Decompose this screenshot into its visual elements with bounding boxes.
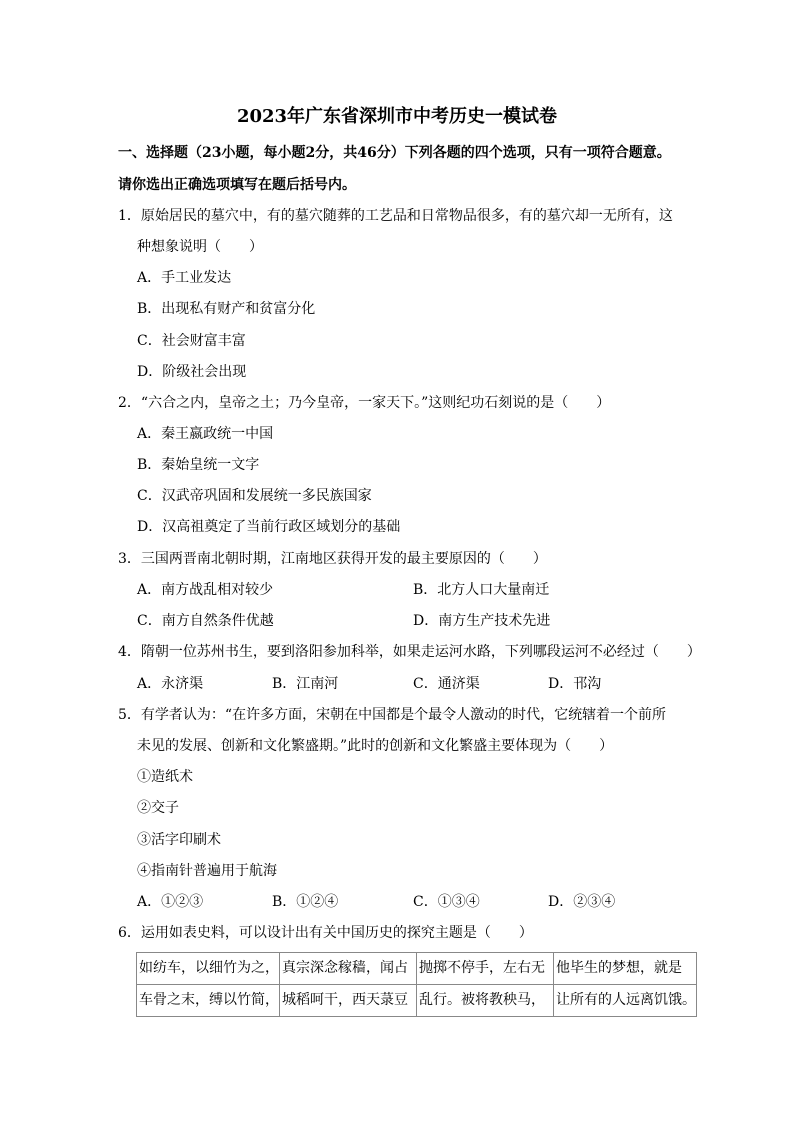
exam-title: 2023年广东省深圳市中考历史一模试卷: [236, 106, 558, 127]
question-4-option-d[interactable]: D．邗沟: [548, 676, 602, 692]
question-4-option-c[interactable]: C．通济渠: [413, 676, 480, 692]
question-5-item-4: ④指南针普遍用于航海: [137, 863, 277, 879]
table-cell: 真宗深念稼穑，闻占: [280, 953, 417, 985]
table-cell: 如纺车，以细竹为之，: [137, 953, 280, 985]
table-cell: 车骨之末，缚以竹简，: [137, 985, 280, 1017]
question-3-option-d[interactable]: D．南方生产技术先进: [413, 613, 551, 629]
question-1-stem-cont: 种想象说明（ ）: [137, 239, 263, 255]
question-1-option-d[interactable]: D．阶级社会出现: [137, 364, 247, 380]
question-5-stem: 5．有学者认为：“在许多方面，宋朝在中国都是个最令人激动的时代，它统辖着一个前所: [118, 707, 667, 723]
question-5-option-b[interactable]: B．①②④: [272, 894, 339, 910]
question-2-stem: 2．“六合之内，皇帝之土；乃今皇帝，一家天下。”这则纪功石刻说的是（ ）: [118, 395, 611, 411]
table-cell: 他毕生的梦想，就是: [554, 953, 697, 985]
question-1-option-a[interactable]: A．手工业发达: [137, 270, 232, 286]
source-material-table: [136, 952, 697, 1017]
question-2-option-c[interactable]: C．汉武帝巩固和发展统一多民族国家: [137, 488, 372, 504]
question-2-option-a[interactable]: A．秦王嬴政统一中国: [137, 426, 274, 442]
question-3-option-a[interactable]: A．南方战乱相对较少: [137, 582, 274, 598]
question-5-item-2: ②交子: [137, 800, 179, 816]
table-cell: 乱行。被将教秧马，: [417, 985, 554, 1017]
question-1-option-c[interactable]: C．社会财富丰富: [137, 333, 246, 349]
question-5-option-c[interactable]: C．①③④: [413, 894, 480, 910]
section-instruction-line-1: 一、选择题（23小题，每小题2分，共46分）下列各题的四个选项，只有一项符合题意。: [118, 145, 671, 161]
table-row: [137, 985, 697, 1017]
question-3-option-c[interactable]: C．南方自然条件优越: [137, 613, 274, 629]
table-cell: 让所有的人远离饥饿。: [554, 985, 697, 1017]
table-row: [137, 953, 697, 985]
question-5-item-3: ③活字印刷术: [137, 832, 221, 848]
question-5-option-d[interactable]: D．②③④: [548, 894, 616, 910]
table-cell: 城稻呵干，西天菉豆: [280, 985, 417, 1017]
question-5-item-1: ①造纸术: [137, 769, 193, 785]
question-3-stem: 3．三国两晋南北朝时期，江南地区获得开发的最主要原因的（ ）: [118, 551, 547, 567]
table-cell: 抛掷不停手，左右无: [417, 953, 554, 985]
section-instruction-line-2: 请你选出正确选项填写在题后括号内。: [118, 177, 356, 193]
question-5-option-a[interactable]: A．①②③: [137, 894, 204, 910]
question-3-option-b[interactable]: B．北方人口大量南迁: [413, 582, 550, 598]
question-4-option-b[interactable]: B．江南河: [272, 676, 339, 692]
question-1-stem: 1．原始居民的墓穴中，有的墓穴随葬的工艺品和日常物品很多，有的墓穴却一无所有，这: [118, 208, 673, 224]
question-4-option-a[interactable]: A．永济渠: [137, 676, 204, 692]
question-2-option-d[interactable]: D．汉高祖奠定了当前行政区域划分的基础: [137, 519, 401, 535]
question-6-stem: 6．运用如表史料，可以设计出有关中国历史的探究主题是（ ）: [118, 925, 533, 941]
question-4-stem: 4．隋朝一位苏州书生，要到洛阳参加科举，如果走运河水路，下列哪段运河不必经过（ ）: [118, 644, 701, 660]
question-5-stem-cont: 未见的发展、创新和文化繁盛期。”此时的创新和文化繁盛主要体现为（ ）: [137, 738, 614, 754]
question-2-option-b[interactable]: B．秦始皇统一文字: [137, 457, 260, 473]
question-1-option-b[interactable]: B．出现私有财产和贫富分化: [137, 301, 316, 317]
